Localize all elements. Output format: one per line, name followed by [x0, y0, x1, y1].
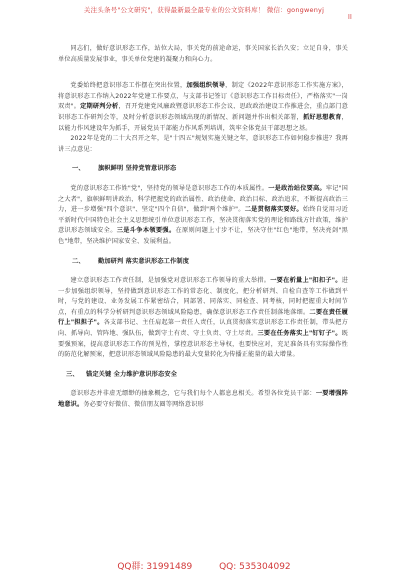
text: 建立意识形态工作责任制，是加强党对意识形态工作领导的重大举措。 — [70, 277, 271, 285]
contact-footer — [0, 559, 408, 572]
bold-phrase: 一要增强阵地意识。 — [58, 390, 349, 409]
bold-phrase: 一是政治站位要高。 — [268, 184, 326, 192]
text: ，以能力作风建设年为抓手，开展党员干部能力作风系列培训，筑牢全体党员干部思想之基。 — [58, 113, 348, 132]
bold-phrase: 三是斗争本领要强。 — [116, 227, 176, 235]
text: 牢记"国之大者"，旗帜鲜明讲政治，科学把握党的政治属性、政治使命、政治目标、政治追求，不断提高政治三力，进一步增强"四个意识"、坚定"四个自信"，做到"两个维护"。 — [58, 184, 349, 214]
text: 党委始终把意识形态工作摆在突出位置， — [70, 82, 187, 90]
promo-banner-line: 关注头条号"公文研究"，获得最新最全最专业的公文资料库！ 微信：gongwenyj — [83, 6, 325, 14]
paragraph-section-3 — [58, 389, 348, 410]
bold-phrase: 加强组织领导 — [186, 82, 226, 90]
text: ，召开党建党风廉政暨意识形态工作会议、思政政治建设工作推进会，重点部门意识形态工作研判会等，及时分析意识形态领域出现的新情况、新问题并作出相关部署， — [58, 103, 348, 121]
section-heading-2 — [58, 257, 348, 268]
promo-banner — [0, 6, 408, 22]
heading-number: 二、 — [72, 257, 85, 265]
paragraph-2022: 2022年是党的二十大召开之年，是"十四五"规划实施关键之年，意识形态工作如何稳步推进？我再讲三点意见： — [58, 135, 348, 153]
section-heading-3 — [58, 370, 348, 381]
paragraph-section-1 — [58, 184, 348, 248]
section-heading-1 — [58, 164, 348, 175]
heading-text: 勤加研判 落实意识形态工作制度 — [98, 257, 190, 265]
bold-phrase: 三要在任务落实上"钉钉子"。 — [257, 330, 342, 338]
qq-number: QQ: 535304092 — [219, 562, 291, 572]
promo-banner-suffix: ll — [347, 13, 352, 21]
heading-number: 三、 — [66, 370, 79, 378]
paragraph-section-2 — [58, 276, 348, 361]
bold-phrase: 二要在责任履行上"担担子"。 — [58, 308, 348, 327]
text: 意识形态并非虚无缥缈的抽象概念，它与我们每个人都息息相关。希望各位党员干部： — [70, 390, 316, 398]
text: 各支部书记、主任肩起第一责任人责任，认真贯彻落实意识形态工作责任制，带头把方向、抓导向、管阵地、强队伍，做到守土有责、守土负责、守土尽责。 — [58, 319, 348, 338]
document-body — [58, 44, 348, 411]
heading-text: 旗帜鲜明 坚持党管意识形态 — [98, 165, 177, 173]
bold-phrase: 一要在析量上"扣扣子"。 — [270, 277, 342, 285]
heading-text: 锚定关键 全力维护意识形态安全 — [86, 370, 178, 378]
text: 务必要守好微信、微信朋友圈等网络意识形 — [83, 401, 204, 409]
heading-number: 一、 — [72, 165, 85, 173]
bold-phrase: 抓好思想教育 — [302, 113, 342, 121]
bold-phrase: 二是贯彻落实要好。 — [244, 206, 303, 214]
text: 始终自觉用习近平新时代中国特色社会主义思想统引单位意识形态工作，坚决贯彻落实党的理论和路线方针政策，维护意识形态领域安全。 — [58, 206, 348, 235]
paragraph-party-work — [58, 81, 348, 134]
text: 既要强预案，提高意识形态工作的预见性，掌控意识形态主导权，也要快应对，充足准备具有实际操作性的防范化解预案，把意识形态领域风险隐患的最大变量转化为传播正能量的最大增量。 — [58, 330, 349, 359]
text: 党的意识形态工作姓"党"，坚持党的领导是意识形态工作的本质属性。 — [70, 184, 269, 192]
text: 进一步加强组织领导，坚持做到意识形态工作的常态化、制度化，把分析研判、自检自查等工作做到平时，与党的建设、业务发展工作紧密结合，同部署、同落实、同检查、同考核，同时把握重大时间节点，有重点的科学分析研判意识形态领域风险隐患，确保意识形态工作责任制落地落细。 — [58, 277, 349, 316]
bold-phrase: 定期研判分析 — [80, 103, 119, 111]
intro-paragraph: 同志们，做好意识形态工作，站位大局，事关党的前途命运，事关国家长治久安；立足自身，事关单位高质量发展事业，事关单位党建的凝聚力和向心力。 — [58, 45, 348, 63]
text: 在原则问题上寸步不让，坚决守住"红色"地带，坚决亮剑"黑色"地带，坚决维护国家安全、发展利益。 — [58, 227, 348, 245]
qq-group: QQ群: 31991489 — [117, 562, 193, 572]
text: ，制定《2022年意识形态工作实施方案》，将意识形态工作纳入2022年党建工作要点，与支部书记签订《意识形态工作目标责任》，严格落实"一岗双责"。 — [58, 82, 348, 111]
